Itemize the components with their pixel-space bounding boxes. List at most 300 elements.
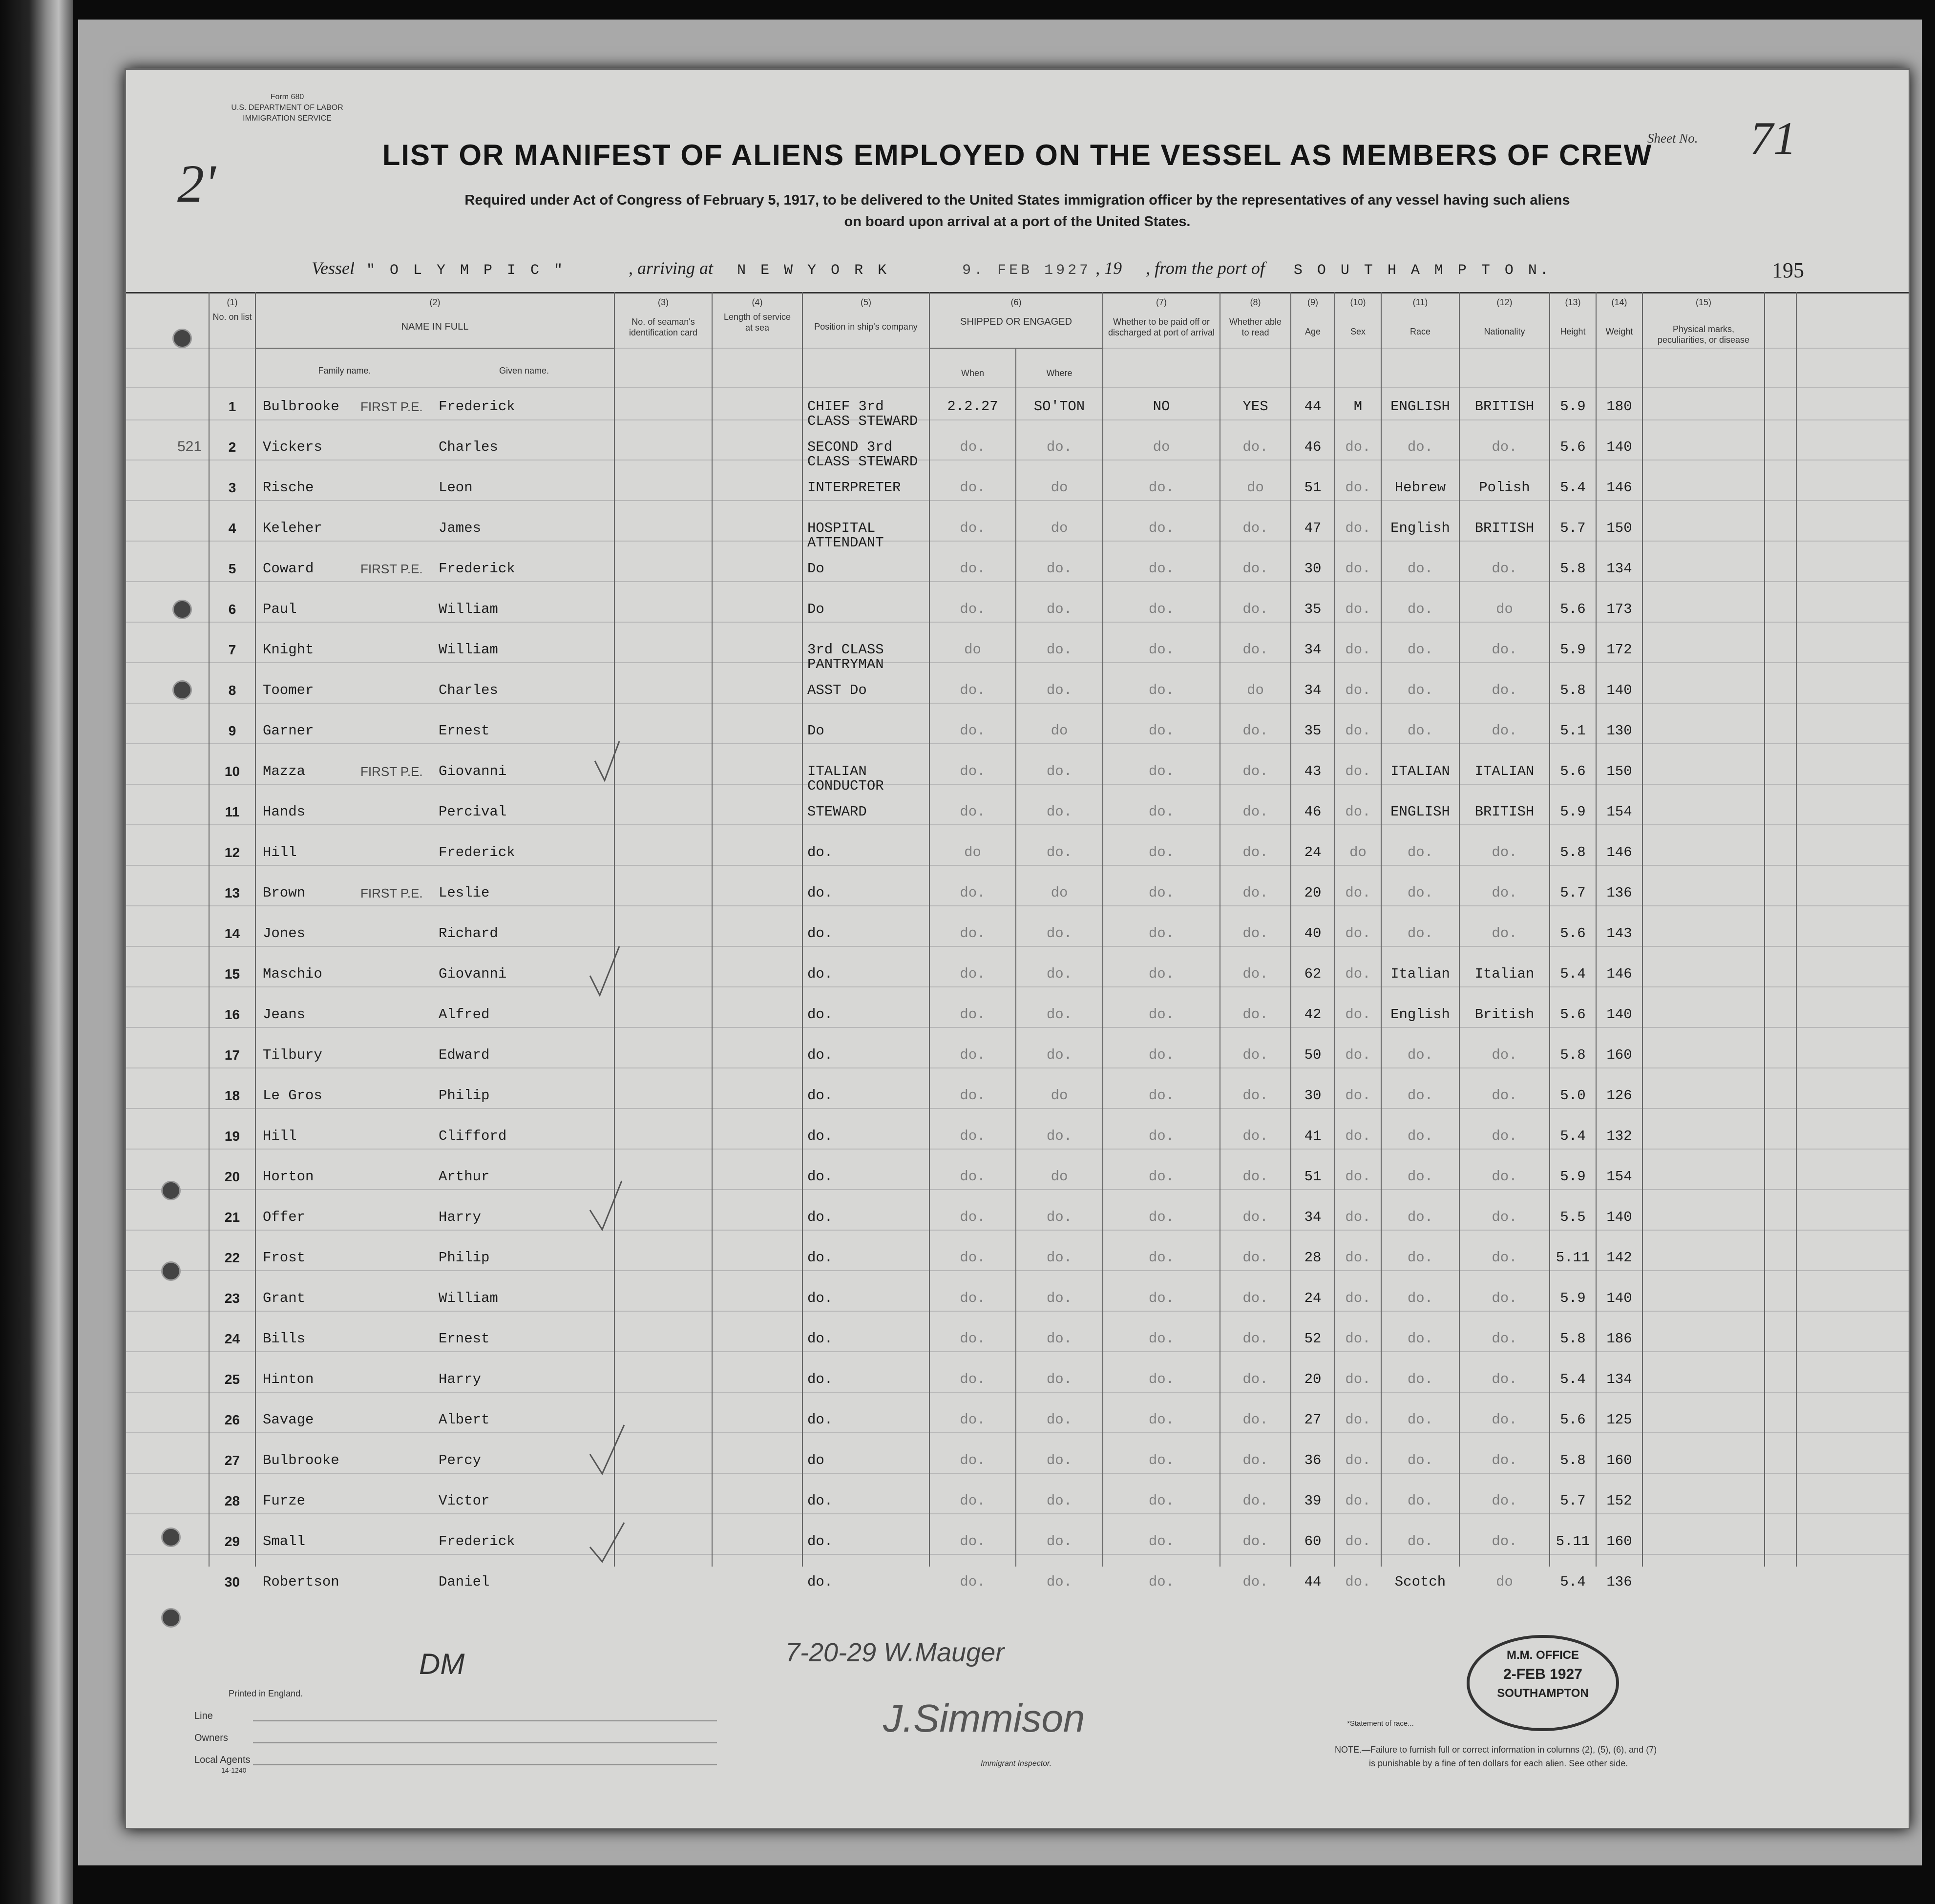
binding-hole <box>172 680 192 700</box>
crew-age-cell: 36 <box>1304 1452 1322 1468</box>
col-race: Race <box>1409 327 1431 336</box>
crew-wt-cell: 140 <box>1606 682 1632 698</box>
crew-sex-cell: do. <box>1345 520 1371 536</box>
crew-wt-cell: 160 <box>1606 1452 1632 1468</box>
crew-when-cell: do. <box>960 1006 986 1023</box>
crew-read-cell: do. <box>1242 1452 1268 1468</box>
crew-nat-cell: Italian <box>1474 966 1535 982</box>
crew-age-cell: 35 <box>1304 723 1322 739</box>
crew-where-cell: do. <box>1046 1574 1073 1590</box>
crew-read-cell: do <box>1247 682 1264 698</box>
crew-no-cell: 12 <box>224 845 240 860</box>
crew-race-cell: do. <box>1407 439 1433 455</box>
crew-no-cell: 30 <box>224 1574 240 1590</box>
crew-wt-cell: 130 <box>1606 723 1632 739</box>
crew-given-cell: Alfred <box>439 1006 490 1023</box>
crew-given-cell: Charles <box>439 682 498 698</box>
binding-hole <box>161 1261 181 1281</box>
crew-ht-cell: 5.8 <box>1560 1452 1586 1468</box>
crew-read-cell: do. <box>1242 966 1268 982</box>
crew-given-cell: Harry <box>439 1371 482 1387</box>
mm-office-stamp <box>1467 1635 1619 1731</box>
col-7-num: (7) <box>1156 297 1167 307</box>
crew-paid-cell: NO <box>1153 398 1170 415</box>
crew-age-cell: 51 <box>1304 480 1322 496</box>
crew-race-cell: do. <box>1407 1209 1433 1225</box>
crew-age-cell: 52 <box>1304 1331 1322 1347</box>
crew-when-cell: do. <box>960 601 986 617</box>
crew-paid-cell: do. <box>1148 520 1175 536</box>
crew-race-cell: do. <box>1407 1493 1433 1509</box>
crew-paid-cell: do. <box>1148 1412 1175 1428</box>
crew-sex-cell: do. <box>1345 1209 1371 1225</box>
col-name-in-full: NAME IN FULL <box>401 321 469 332</box>
crew-family-cell: Le Gros <box>263 1088 322 1104</box>
crew-age-cell: 39 <box>1304 1493 1322 1509</box>
crew-pos1-cell: 3rd CLASS <box>807 642 884 658</box>
crew-nat-cell: do. <box>1492 1331 1517 1347</box>
crew-when-cell: do. <box>960 1493 986 1509</box>
crew-race-cell: Hebrew <box>1394 480 1446 496</box>
crew-ht-cell: 5.8 <box>1560 1331 1586 1347</box>
crew-pos1-cell: do. <box>807 1412 833 1428</box>
crew-given-cell: Percival <box>439 804 507 820</box>
crew-sex-cell: do. <box>1345 561 1371 577</box>
col-paid-off: Whether to be paid off or discharged at port of arrival <box>1108 317 1215 337</box>
crew-read-cell: do. <box>1242 925 1268 942</box>
crew-wt-cell: 125 <box>1606 1412 1632 1428</box>
crew-ht-cell: 5.4 <box>1560 1371 1586 1387</box>
crew-pos1-cell: do. <box>807 1128 833 1144</box>
crew-ht-cell: 5.11 <box>1556 1250 1590 1266</box>
crew-read-cell: do. <box>1242 1006 1268 1023</box>
crew-given-cell: Ernest <box>439 1331 490 1347</box>
crew-sex-cell: do. <box>1345 1250 1371 1266</box>
crew-paid-cell: do. <box>1148 1209 1175 1225</box>
crew-sex-cell: do. <box>1345 1371 1371 1387</box>
crew-given-cell: Philip <box>439 1088 490 1104</box>
crew-race-cell: do. <box>1407 1128 1433 1144</box>
crew-where-cell: do. <box>1046 1371 1073 1387</box>
crew-read-cell: do. <box>1242 1047 1268 1063</box>
crew-given-cell: Edward <box>439 1047 490 1063</box>
crew-age-cell: 43 <box>1304 763 1322 779</box>
crew-when-cell: do. <box>960 561 986 577</box>
vessel-name: " O L Y M P I C " <box>366 262 566 279</box>
crew-nat-cell: do. <box>1492 1290 1517 1306</box>
crew-pos1-cell: SECOND 3rd <box>807 439 893 455</box>
crew-sex-cell: do. <box>1345 763 1371 779</box>
crew-ht-cell: 5.0 <box>1560 1088 1586 1104</box>
crew-paid-cell: do. <box>1148 1047 1175 1063</box>
crew-no-cell: 21 <box>224 1210 240 1225</box>
crew-given-cell: Arthur <box>439 1169 490 1185</box>
crew-no-cell: 2 <box>228 439 236 455</box>
crew-sex-cell: do. <box>1345 925 1371 942</box>
crew-read-cell: do. <box>1242 1088 1268 1104</box>
crew-nat-cell: do. <box>1492 1452 1517 1468</box>
crew-paid-cell: do. <box>1148 561 1175 577</box>
crew-nat-cell: Polish <box>1479 480 1530 496</box>
crew-wt-cell: 160 <box>1606 1533 1632 1549</box>
crew-read-cell: do. <box>1242 1128 1268 1144</box>
crew-ht-cell: 5.6 <box>1560 925 1586 942</box>
crew-no-cell: 24 <box>224 1331 240 1346</box>
crew-paid-cell: do. <box>1148 1574 1175 1590</box>
crew-pos1-cell: do. <box>807 1533 833 1549</box>
crew-paid-cell: do. <box>1148 1006 1175 1023</box>
crew-pos1-cell: ASST Do <box>807 682 867 698</box>
crew-ht-cell: 5.5 <box>1560 1209 1586 1225</box>
crew-wt-cell: 132 <box>1606 1128 1632 1144</box>
crew-where-cell: do. <box>1046 601 1073 617</box>
crew-race-cell: do. <box>1407 1047 1433 1063</box>
crew-wt-cell: 143 <box>1606 925 1632 942</box>
crew-when-cell: do. <box>960 1452 986 1468</box>
crew-wt-cell: 134 <box>1606 1371 1632 1387</box>
crew-given-cell: Ernest <box>439 723 490 739</box>
crew-age-cell: 24 <box>1304 844 1322 860</box>
col-9-num: (9) <box>1307 297 1318 307</box>
crew-race-cell: do. <box>1407 1169 1433 1185</box>
crew-paid-cell: do. <box>1148 1452 1175 1468</box>
crew-age-cell: 30 <box>1304 1088 1322 1104</box>
crew-family-cell: Rische <box>263 480 314 496</box>
crew-sex-cell: do. <box>1345 1574 1371 1590</box>
crew-nat-cell: do. <box>1492 1371 1517 1387</box>
page-number: 195 <box>1772 258 1804 282</box>
stamp-office: M.M. OFFICE <box>1507 1649 1579 1662</box>
crew-family-cell: Garner <box>263 723 314 739</box>
crew-ht-cell: 5.4 <box>1560 966 1586 982</box>
crew-no-cell: 26 <box>224 1412 240 1427</box>
crew-read-cell: do. <box>1242 885 1268 901</box>
crew-given-cell: Frederick <box>439 1533 515 1549</box>
col-14-num: (14) <box>1611 297 1627 307</box>
crew-pos1-cell: HOSPITAL <box>807 520 876 536</box>
crew-family-cell: Savage <box>263 1412 314 1428</box>
crew-wt-cell: 140 <box>1606 1006 1632 1023</box>
crew-pos1-cell: do. <box>807 966 833 982</box>
crew-pos1-cell: do. <box>807 1047 833 1063</box>
crew-family-cell: Toomer <box>263 682 314 698</box>
crew-age-cell: 44 <box>1304 1574 1322 1590</box>
crew-family-cell: Jeans <box>263 1006 306 1023</box>
crew-where-cell: do <box>1051 1088 1068 1104</box>
crew-no-cell: 6 <box>228 602 236 617</box>
crew-nat-cell: BRITISH <box>1474 398 1535 415</box>
crew-pos1-cell: Do <box>807 561 824 577</box>
crew-sex-cell: do. <box>1345 804 1371 820</box>
crew-when-cell: do. <box>960 1250 986 1266</box>
crew-when-cell: do. <box>960 1088 986 1104</box>
crew-given-cell: William <box>439 642 498 658</box>
crew-family-cell: Paul <box>263 601 297 617</box>
crew-pos1-cell: INTERPRETER <box>807 480 901 496</box>
crew-read-cell: do. <box>1242 1533 1268 1549</box>
crew-when-cell: do. <box>960 966 986 982</box>
crew-paid-cell: do. <box>1148 1250 1175 1266</box>
inspector-label: Immigrant Inspector. <box>981 1759 1052 1768</box>
crew-given-cell: Daniel <box>439 1574 490 1590</box>
crew-no-cell: 11 <box>225 804 240 819</box>
crew-no-cell: 20 <box>224 1169 240 1184</box>
crew-ht-cell: 5.6 <box>1560 1006 1586 1023</box>
crew-race-cell: do. <box>1407 925 1433 942</box>
crew-no-cell: 5 <box>228 561 236 576</box>
crew-pos2-cell: ATTENDANT <box>807 535 884 551</box>
form-number: Form 680 <box>270 93 304 101</box>
subtitle-line-2: on board upon arrival at a port of the United States. <box>844 214 1191 230</box>
col-able-read: Whether able to read <box>1229 317 1282 337</box>
department-name: U.S. DEPARTMENT OF LABOR <box>231 104 343 112</box>
crew-wt-cell: 150 <box>1606 763 1632 779</box>
arrival-date-stamp: 9. FEB 1927 <box>962 262 1092 279</box>
crew-race-cell: ENGLISH <box>1390 398 1450 415</box>
crew-nat-cell: do. <box>1492 561 1517 577</box>
binding-hole <box>172 329 192 348</box>
crew-where-cell: do <box>1051 480 1068 496</box>
crew-when-cell: do. <box>960 1290 986 1306</box>
crew-when-cell: do. <box>960 1533 986 1549</box>
crew-no-cell: 16 <box>224 1007 240 1022</box>
crew-ht-cell: 5.8 <box>1560 844 1586 860</box>
crew-race-cell: ENGLISH <box>1390 804 1450 820</box>
crew-given-cell: Frederick <box>439 561 515 577</box>
crew-family-cell: Furze <box>263 1493 306 1509</box>
crew-race-cell: do. <box>1407 642 1433 658</box>
crew-race-cell: do. <box>1407 1452 1433 1468</box>
crew-ht-cell: 5.7 <box>1560 520 1586 536</box>
crew-pos1-cell: do. <box>807 1209 833 1225</box>
col-5-num: (5) <box>861 297 871 307</box>
col-when: When <box>961 368 985 378</box>
crew-family-cell: Horton <box>263 1169 314 1185</box>
subtitle-line-1: Required under Act of Congress of February 5, 1917, to be delivered to the United States immigration officer by the representatives of any vessel having such aliens <box>464 192 1570 208</box>
crew-age-cell: 24 <box>1304 1290 1322 1306</box>
crew-where-cell: do. <box>1046 1290 1073 1306</box>
crew-family-cell: Hill <box>263 844 297 860</box>
crew-pos1-cell: CHIEF 3rd <box>807 398 884 415</box>
crew-read-cell: do. <box>1242 642 1268 658</box>
crew-race-cell: do. <box>1407 1331 1433 1347</box>
crew-given-cell: James <box>439 520 482 536</box>
crew-paid-cell: do. <box>1148 763 1175 779</box>
crew-sex-cell: do. <box>1345 966 1371 982</box>
crew-no-cell: 29 <box>224 1534 240 1549</box>
crew-where-cell: do <box>1051 1169 1068 1185</box>
crew-paid-cell: do. <box>1148 1290 1175 1306</box>
crew-no-cell: 23 <box>224 1291 240 1306</box>
handwritten-date-note: 7-20-29 W.Mauger <box>785 1638 1005 1667</box>
crew-family-cell: Hill <box>263 1128 297 1144</box>
crew-pos1-cell: do <box>807 1452 824 1468</box>
crew-when-cell: do. <box>960 804 986 820</box>
crew-when-cell: do. <box>960 1128 986 1144</box>
crew-family-cell: Frost <box>263 1250 306 1266</box>
crew-wt-cell: 160 <box>1606 1047 1632 1063</box>
col-family-name: Family name. <box>318 366 371 376</box>
crew-no-cell: 10 <box>224 764 240 779</box>
crew-pos1-cell: do. <box>807 1574 833 1590</box>
crew-family-cell: Jones <box>263 925 306 942</box>
crew-no-cell: 14 <box>224 926 240 941</box>
crew-wt-cell: 134 <box>1606 561 1632 577</box>
crew-pos1-cell: Do <box>807 723 824 739</box>
stamp-date: 2-FEB 1927 <box>1503 1666 1582 1682</box>
crew-race-cell: do. <box>1407 682 1433 698</box>
crew-sex-cell: do. <box>1345 723 1371 739</box>
crew-ht-cell: 5.9 <box>1560 804 1586 820</box>
binding-hole <box>161 1527 181 1547</box>
crew-age-cell: 28 <box>1304 1250 1322 1266</box>
crew-when-cell: do. <box>960 1047 986 1063</box>
crew-family-cell: Tilbury <box>263 1047 322 1063</box>
margin-note: 521 <box>177 439 202 455</box>
crew-age-cell: 60 <box>1304 1533 1322 1549</box>
crew-given-cell: Albert <box>439 1412 490 1428</box>
crew-no-cell: 8 <box>228 683 236 698</box>
col-physical: Physical marks, peculiarities, or disease <box>1657 324 1750 345</box>
col-given-name: Given name. <box>499 366 549 376</box>
crew-nat-cell: do <box>1496 601 1513 617</box>
crew-sex-cell: do. <box>1345 885 1371 901</box>
crew-sex-cell: do. <box>1345 1047 1371 1063</box>
crew-where-cell: do. <box>1046 966 1073 982</box>
crew-ht-cell: 5.6 <box>1560 763 1586 779</box>
crew-read-cell: do. <box>1242 601 1268 617</box>
crew-given-cell: Giovanni <box>439 763 507 779</box>
crew-paid-cell: do. <box>1148 844 1175 860</box>
crew-ht-cell: 5.8 <box>1560 1047 1586 1063</box>
crew-ht-cell: 5.8 <box>1560 682 1586 698</box>
crew-nat-cell: do. <box>1492 1533 1517 1549</box>
handwritten-initials: DM <box>419 1648 465 1680</box>
crew-wt-cell: 154 <box>1606 804 1632 820</box>
crew-pos1-cell: do. <box>807 1331 833 1347</box>
crew-age-cell: 34 <box>1304 642 1322 658</box>
crew-given-cell: Charles <box>439 439 498 455</box>
crew-nat-cell: do. <box>1492 1088 1517 1104</box>
crew-sex-cell: do. <box>1345 682 1371 698</box>
crew-age-cell: 47 <box>1304 520 1322 536</box>
crew-sex-cell: do. <box>1345 642 1371 658</box>
crew-given-cell: Leon <box>439 480 473 496</box>
col-length-service: Length of service at sea <box>723 312 791 333</box>
crew-ht-cell: 5.6 <box>1560 1412 1586 1428</box>
footer-line-label: Line <box>194 1711 213 1721</box>
crew-sex-cell: do. <box>1345 1169 1371 1185</box>
crew-where-cell: do. <box>1046 561 1073 577</box>
crew-family-cell: Mazza <box>263 763 306 779</box>
crew-age-cell: 50 <box>1304 1047 1322 1063</box>
crew-read-cell: do. <box>1242 1290 1268 1306</box>
crew-no-cell: 1 <box>228 399 236 414</box>
crew-race-cell: do. <box>1407 1250 1433 1266</box>
crew-family-cell: Robertson <box>263 1574 339 1590</box>
crew-read-cell: do. <box>1242 1493 1268 1509</box>
crew-wt-cell: 146 <box>1606 480 1632 496</box>
col-id-card: No. of seaman's identification card <box>629 317 698 337</box>
crew-read-cell: do. <box>1242 763 1268 779</box>
col-11-num: (11) <box>1412 297 1428 307</box>
crew-pos1-cell: do. <box>807 844 833 860</box>
crew-pos1-cell: do. <box>807 1006 833 1023</box>
crew-ht-cell: 5.9 <box>1560 398 1586 415</box>
crew-sex-cell: do. <box>1345 1088 1371 1104</box>
crew-age-cell: 42 <box>1304 1006 1322 1023</box>
col-4-num: (4) <box>752 297 763 307</box>
crew-race-cell: do. <box>1407 1412 1433 1428</box>
crew-no-cell: 25 <box>224 1372 240 1387</box>
crew-age-cell: 46 <box>1304 804 1322 820</box>
departure-port: S O U T H A M P T O N. <box>1293 262 1552 279</box>
crew-paid-cell: do. <box>1148 480 1175 496</box>
col-weight: Weight <box>1605 327 1633 336</box>
handwritten-mark: 2' <box>177 154 216 213</box>
crew-note-cell: FIRST P.E. <box>360 562 423 576</box>
crew-race-cell: do. <box>1407 1371 1433 1387</box>
crew-read-cell: do. <box>1242 1412 1268 1428</box>
crew-family-cell: Small <box>263 1533 306 1549</box>
col-2-num: (2) <box>429 297 441 307</box>
crew-family-cell: Vickers <box>263 439 322 455</box>
crew-nat-cell: ITALIAN <box>1474 763 1535 779</box>
crew-pos1-cell: STEWARD <box>807 804 867 820</box>
crew-age-cell: 41 <box>1304 1128 1322 1144</box>
crew-when-cell: do. <box>960 439 986 455</box>
crew-ht-cell: 5.6 <box>1560 439 1586 455</box>
crew-no-cell: 7 <box>228 642 236 657</box>
crew-given-cell: Philip <box>439 1250 490 1266</box>
crew-age-cell: 20 <box>1304 1371 1322 1387</box>
arrival-port: N E W Y O R K <box>737 262 890 279</box>
crew-ht-cell: 5.11 <box>1556 1533 1590 1549</box>
crew-when-cell: do. <box>960 1209 986 1225</box>
crew-paid-cell: do. <box>1148 885 1175 901</box>
crew-read-cell: do. <box>1242 804 1268 820</box>
footer-owners-label: Owners <box>194 1733 228 1743</box>
crew-paid-cell: do. <box>1148 966 1175 982</box>
crew-wt-cell: 140 <box>1606 1290 1632 1306</box>
crew-paid-cell: do. <box>1148 1533 1175 1549</box>
crew-paid-cell: do. <box>1148 1371 1175 1387</box>
crew-wt-cell: 126 <box>1606 1088 1632 1104</box>
crew-wt-cell: 140 <box>1606 1209 1632 1225</box>
crew-nat-cell: do. <box>1492 1047 1517 1063</box>
crew-paid-cell: do. <box>1148 1493 1175 1509</box>
crew-paid-cell: do. <box>1148 723 1175 739</box>
crew-family-cell: Keleher <box>263 520 322 536</box>
crew-when-cell: do. <box>960 885 986 901</box>
crew-family-cell: Hands <box>263 804 306 820</box>
crew-sex-cell: do. <box>1345 480 1371 496</box>
crew-when-cell: do. <box>960 1412 986 1428</box>
crew-no-cell: 17 <box>224 1047 240 1063</box>
crew-family-cell: Bulbrooke <box>263 398 339 415</box>
crew-pos1-cell: do. <box>807 885 833 901</box>
crew-pos2-cell: CONDUCTOR <box>807 778 884 794</box>
crew-given-cell: Victor <box>439 1493 490 1509</box>
crew-pos2-cell: CLASS STEWARD <box>807 454 918 470</box>
crew-wt-cell: 186 <box>1606 1331 1632 1347</box>
crew-given-cell: Harry <box>439 1209 482 1225</box>
crew-age-cell: 20 <box>1304 885 1322 901</box>
crew-sex-cell: do. <box>1345 1290 1371 1306</box>
crew-where-cell: do. <box>1046 925 1073 942</box>
crew-race-cell: ITALIAN <box>1390 763 1450 779</box>
inspector-signature: J.Simmison <box>883 1696 1085 1740</box>
